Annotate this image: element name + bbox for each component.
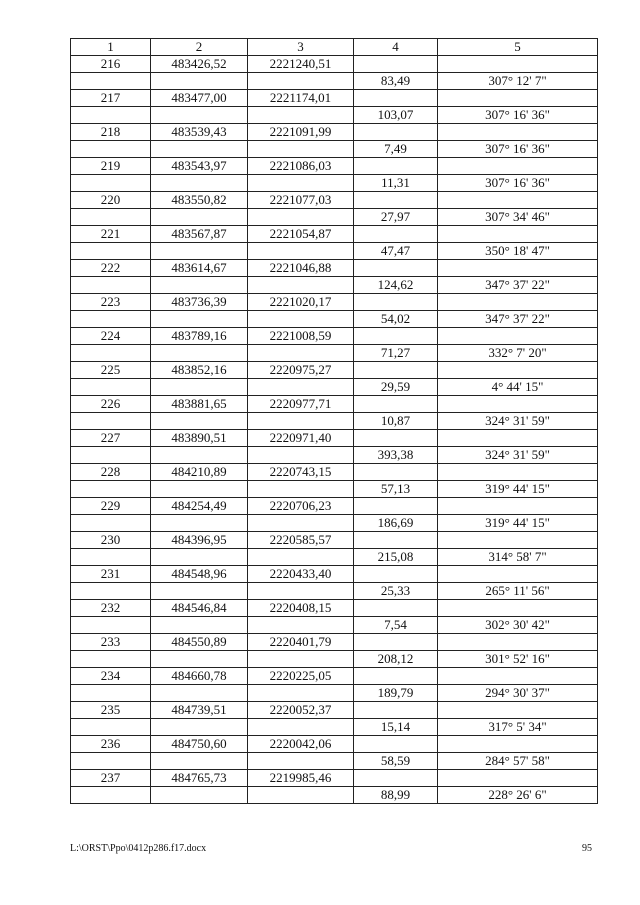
- table-cell: [438, 226, 598, 243]
- table-cell: 483852,16: [151, 362, 248, 379]
- table-cell: [354, 90, 438, 107]
- table-cell: 237: [71, 770, 151, 787]
- table-cell: [248, 753, 354, 770]
- table-cell: 483539,43: [151, 124, 248, 141]
- table-cell: [248, 787, 354, 804]
- table-cell: [248, 549, 354, 566]
- table-row: [71, 617, 598, 634]
- table-header-row: [71, 39, 598, 56]
- table-cell: 2220971,40: [248, 430, 354, 447]
- table-cell: [71, 685, 151, 702]
- table-row: [71, 124, 598, 141]
- table-cell: [354, 464, 438, 481]
- table-cell: [354, 56, 438, 73]
- table-cell: 224: [71, 328, 151, 345]
- table-cell: [71, 107, 151, 124]
- table-cell: 230: [71, 532, 151, 549]
- table-cell: [248, 583, 354, 600]
- table-cell: 2221020,17: [248, 294, 354, 311]
- table-row: [71, 634, 598, 651]
- table-cell: [71, 243, 151, 260]
- table-cell: 186,69: [354, 515, 438, 532]
- table-cell: 265° 11' 56": [438, 583, 598, 600]
- table-cell: [71, 209, 151, 226]
- table-cell: [71, 719, 151, 736]
- table-cell: [354, 124, 438, 141]
- table-cell: 484548,96: [151, 566, 248, 583]
- table-cell: [438, 498, 598, 515]
- table-row: [71, 651, 598, 668]
- table-row: [71, 141, 598, 158]
- table-cell: 218: [71, 124, 151, 141]
- table-row: [71, 583, 598, 600]
- table-cell: [354, 668, 438, 685]
- footer-page-number: 95: [582, 843, 592, 854]
- table-row: [71, 498, 598, 515]
- table-cell: 88,99: [354, 787, 438, 804]
- table-cell: [248, 685, 354, 702]
- table-cell: [151, 787, 248, 804]
- table-cell: [248, 277, 354, 294]
- table-cell: 228: [71, 464, 151, 481]
- table-cell: [71, 447, 151, 464]
- table-row: [71, 90, 598, 107]
- table-cell: [354, 566, 438, 583]
- table-cell: [151, 209, 248, 226]
- table-cell: 103,07: [354, 107, 438, 124]
- table-row: [71, 328, 598, 345]
- table-cell: [354, 362, 438, 379]
- table-cell: [354, 770, 438, 787]
- table-cell: 11,31: [354, 175, 438, 192]
- table-cell: 2221174,01: [248, 90, 354, 107]
- table-cell: 350° 18' 47": [438, 243, 598, 260]
- table-cell: 393,38: [354, 447, 438, 464]
- table-cell: 58,59: [354, 753, 438, 770]
- table-row: [71, 430, 598, 447]
- table-cell: [354, 294, 438, 311]
- table-row: [71, 362, 598, 379]
- table-cell: 2220977,71: [248, 396, 354, 413]
- table-cell: 208,12: [354, 651, 438, 668]
- table-cell: [71, 549, 151, 566]
- table-cell: 10,87: [354, 413, 438, 430]
- table-cell: [71, 141, 151, 158]
- table-cell: 2220408,15: [248, 600, 354, 617]
- table-cell: 235: [71, 702, 151, 719]
- table-cell: 302° 30' 42": [438, 617, 598, 634]
- table-cell: 226: [71, 396, 151, 413]
- table-cell: 484765,73: [151, 770, 248, 787]
- table-cell: [438, 702, 598, 719]
- table-cell: [248, 209, 354, 226]
- table-cell: [438, 90, 598, 107]
- table-cell: [151, 515, 248, 532]
- table-row: [71, 566, 598, 583]
- table-cell: [438, 770, 598, 787]
- table-row: [71, 464, 598, 481]
- table-cell: [248, 107, 354, 124]
- table-row: [71, 107, 598, 124]
- table-cell: 47,47: [354, 243, 438, 260]
- table-cell: 307° 16' 36": [438, 107, 598, 124]
- table-cell: 483881,65: [151, 396, 248, 413]
- table-cell: 221: [71, 226, 151, 243]
- table-row: [71, 73, 598, 90]
- table-row: [71, 447, 598, 464]
- table-cell: [151, 481, 248, 498]
- table-cell: 2220585,57: [248, 532, 354, 549]
- table-cell: [248, 311, 354, 328]
- table-cell: 2220042,06: [248, 736, 354, 753]
- table-cell: [248, 141, 354, 158]
- table-cell: [151, 379, 248, 396]
- table-cell: 319° 44' 15": [438, 515, 598, 532]
- table-cell: [151, 141, 248, 158]
- table-cell: 484550,89: [151, 634, 248, 651]
- table-cell: 2220433,40: [248, 566, 354, 583]
- table-cell: 2220975,27: [248, 362, 354, 379]
- table-cell: [438, 328, 598, 345]
- table-cell: 307° 16' 36": [438, 175, 598, 192]
- table-cell: 484396,95: [151, 532, 248, 549]
- table-cell: 83,49: [354, 73, 438, 90]
- table-cell: [438, 396, 598, 413]
- table-cell: [354, 430, 438, 447]
- table-cell: [71, 753, 151, 770]
- table-cell: [248, 515, 354, 532]
- column-header: 2: [151, 39, 248, 56]
- table-cell: 233: [71, 634, 151, 651]
- table-cell: [248, 481, 354, 498]
- table-cell: [151, 345, 248, 362]
- table-cell: [438, 430, 598, 447]
- table-cell: [71, 617, 151, 634]
- table-cell: 232: [71, 600, 151, 617]
- table-cell: 2221054,87: [248, 226, 354, 243]
- table-row: [71, 549, 598, 566]
- table-row: [71, 294, 598, 311]
- table-cell: 29,59: [354, 379, 438, 396]
- table-cell: [151, 277, 248, 294]
- table-cell: 484210,89: [151, 464, 248, 481]
- table-cell: 2221086,03: [248, 158, 354, 175]
- table-row: [71, 685, 598, 702]
- column-header: 5: [438, 39, 598, 56]
- table-cell: [248, 73, 354, 90]
- table-cell: [151, 107, 248, 124]
- table-cell: 484660,78: [151, 668, 248, 685]
- table-cell: [354, 396, 438, 413]
- table-cell: [354, 192, 438, 209]
- table-cell: 484750,60: [151, 736, 248, 753]
- footer-file-path: L:\ORST\Ppo\0412p286.f17.docx: [70, 843, 207, 854]
- table-cell: [71, 73, 151, 90]
- table-cell: [438, 192, 598, 209]
- table-cell: 217: [71, 90, 151, 107]
- table-cell: [354, 158, 438, 175]
- table-cell: 234: [71, 668, 151, 685]
- table-cell: [354, 702, 438, 719]
- table-cell: [151, 413, 248, 430]
- table-body: [71, 56, 598, 804]
- table-cell: 347° 37' 22": [438, 311, 598, 328]
- table-cell: [438, 124, 598, 141]
- table-cell: [248, 651, 354, 668]
- table-cell: [354, 328, 438, 345]
- table-cell: 2220706,23: [248, 498, 354, 515]
- table-cell: [151, 311, 248, 328]
- table-cell: 483614,67: [151, 260, 248, 277]
- table-cell: 314° 58' 7": [438, 549, 598, 566]
- table-cell: [248, 413, 354, 430]
- table-row: [71, 243, 598, 260]
- table-row: [71, 515, 598, 532]
- table-cell: [248, 617, 354, 634]
- table-cell: [151, 73, 248, 90]
- table-cell: [248, 379, 354, 396]
- table-cell: 7,54: [354, 617, 438, 634]
- table-cell: 215,08: [354, 549, 438, 566]
- table-cell: 229: [71, 498, 151, 515]
- table-row: [71, 753, 598, 770]
- table-row: [71, 158, 598, 175]
- table-row: [71, 311, 598, 328]
- table-cell: 2221240,51: [248, 56, 354, 73]
- table-cell: [248, 719, 354, 736]
- table-cell: 483567,87: [151, 226, 248, 243]
- table-cell: 219: [71, 158, 151, 175]
- table-row: [71, 600, 598, 617]
- table-cell: [71, 311, 151, 328]
- table-cell: [151, 243, 248, 260]
- table-row: [71, 396, 598, 413]
- table-cell: 236: [71, 736, 151, 753]
- table-row: [71, 719, 598, 736]
- table-cell: [438, 158, 598, 175]
- table-row: [71, 787, 598, 804]
- table-cell: 227: [71, 430, 151, 447]
- table-row: [71, 260, 598, 277]
- table-cell: [151, 685, 248, 702]
- table-cell: 189,79: [354, 685, 438, 702]
- table-cell: 319° 44' 15": [438, 481, 598, 498]
- table-cell: [71, 481, 151, 498]
- column-header: 4: [354, 39, 438, 56]
- table-cell: [438, 362, 598, 379]
- table-row: [71, 668, 598, 685]
- table-cell: 2220401,79: [248, 634, 354, 651]
- table-row: [71, 532, 598, 549]
- table-cell: [151, 753, 248, 770]
- table-cell: 2221091,99: [248, 124, 354, 141]
- table-cell: 223: [71, 294, 151, 311]
- table-cell: 7,49: [354, 141, 438, 158]
- table-cell: [151, 617, 248, 634]
- table-cell: [71, 651, 151, 668]
- table-cell: 483477,00: [151, 90, 248, 107]
- coordinate-table: [70, 38, 598, 804]
- table-cell: [151, 175, 248, 192]
- table-cell: 54,02: [354, 311, 438, 328]
- table-cell: 2220743,15: [248, 464, 354, 481]
- table-cell: 220: [71, 192, 151, 209]
- table-cell: [438, 260, 598, 277]
- table-cell: 307° 12' 7": [438, 73, 598, 90]
- table-cell: [71, 175, 151, 192]
- table-cell: 124,62: [354, 277, 438, 294]
- table-cell: [248, 447, 354, 464]
- table-cell: 307° 16' 36": [438, 141, 598, 158]
- table-cell: 2221046,88: [248, 260, 354, 277]
- table-cell: 483736,39: [151, 294, 248, 311]
- table-cell: 347° 37' 22": [438, 277, 598, 294]
- table-cell: [248, 243, 354, 260]
- table-cell: [354, 498, 438, 515]
- table-cell: 228° 26' 6": [438, 787, 598, 804]
- table-cell: [71, 583, 151, 600]
- table-row: [71, 175, 598, 192]
- table-cell: 225: [71, 362, 151, 379]
- table-row: [71, 413, 598, 430]
- table-cell: 25,33: [354, 583, 438, 600]
- table-cell: 301° 52' 16": [438, 651, 598, 668]
- table-cell: [438, 736, 598, 753]
- table-cell: [71, 413, 151, 430]
- table-row: [71, 277, 598, 294]
- table-cell: 324° 31' 59": [438, 447, 598, 464]
- column-header: 3: [248, 39, 354, 56]
- table-cell: 294° 30' 37": [438, 685, 598, 702]
- table-cell: 324° 31' 59": [438, 413, 598, 430]
- table-cell: [438, 566, 598, 583]
- table-cell: 317° 5' 34": [438, 719, 598, 736]
- table-cell: 2220225,05: [248, 668, 354, 685]
- table-cell: [438, 532, 598, 549]
- table-cell: 57,13: [354, 481, 438, 498]
- table-row: [71, 345, 598, 362]
- column-header: 1: [71, 39, 151, 56]
- table-cell: [354, 736, 438, 753]
- table-row: [71, 209, 598, 226]
- table-cell: [438, 294, 598, 311]
- table-row: [71, 736, 598, 753]
- table-cell: [71, 345, 151, 362]
- table-cell: 4° 44' 15": [438, 379, 598, 396]
- table-row: [71, 192, 598, 209]
- table-cell: 231: [71, 566, 151, 583]
- table-cell: 216: [71, 56, 151, 73]
- table-cell: [354, 634, 438, 651]
- table-cell: [151, 583, 248, 600]
- table-cell: 27,97: [354, 209, 438, 226]
- table-cell: [354, 260, 438, 277]
- table-cell: [71, 379, 151, 396]
- table-cell: 307° 34' 46": [438, 209, 598, 226]
- table-cell: 484546,84: [151, 600, 248, 617]
- table-cell: [438, 600, 598, 617]
- table-cell: [438, 464, 598, 481]
- table-cell: [151, 447, 248, 464]
- table-cell: 332° 7' 20": [438, 345, 598, 362]
- table-row: [71, 379, 598, 396]
- table-cell: [354, 600, 438, 617]
- table-cell: 2219985,46: [248, 770, 354, 787]
- table-cell: 2220052,37: [248, 702, 354, 719]
- table-cell: [438, 634, 598, 651]
- table-cell: [151, 549, 248, 566]
- table-cell: [151, 651, 248, 668]
- table-cell: 2221077,03: [248, 192, 354, 209]
- table-cell: [354, 226, 438, 243]
- table-cell: 483789,16: [151, 328, 248, 345]
- table-cell: [71, 515, 151, 532]
- table-cell: [354, 532, 438, 549]
- table-row: [71, 702, 598, 719]
- table-row: [71, 226, 598, 243]
- table-cell: [438, 56, 598, 73]
- table-cell: [248, 345, 354, 362]
- table-cell: 483426,52: [151, 56, 248, 73]
- table-cell: 15,14: [354, 719, 438, 736]
- table-cell: 71,27: [354, 345, 438, 362]
- table-row: [71, 770, 598, 787]
- table-row: [71, 56, 598, 73]
- table-cell: 483550,82: [151, 192, 248, 209]
- table-cell: 483543,97: [151, 158, 248, 175]
- table-cell: 284° 57' 58": [438, 753, 598, 770]
- table-cell: 484739,51: [151, 702, 248, 719]
- table-cell: [71, 277, 151, 294]
- table-cell: [151, 719, 248, 736]
- table-cell: [438, 668, 598, 685]
- table-cell: [71, 787, 151, 804]
- table-row: [71, 481, 598, 498]
- table-cell: 2221008,59: [248, 328, 354, 345]
- table-cell: 222: [71, 260, 151, 277]
- table-cell: [248, 175, 354, 192]
- table-cell: 483890,51: [151, 430, 248, 447]
- table-cell: 484254,49: [151, 498, 248, 515]
